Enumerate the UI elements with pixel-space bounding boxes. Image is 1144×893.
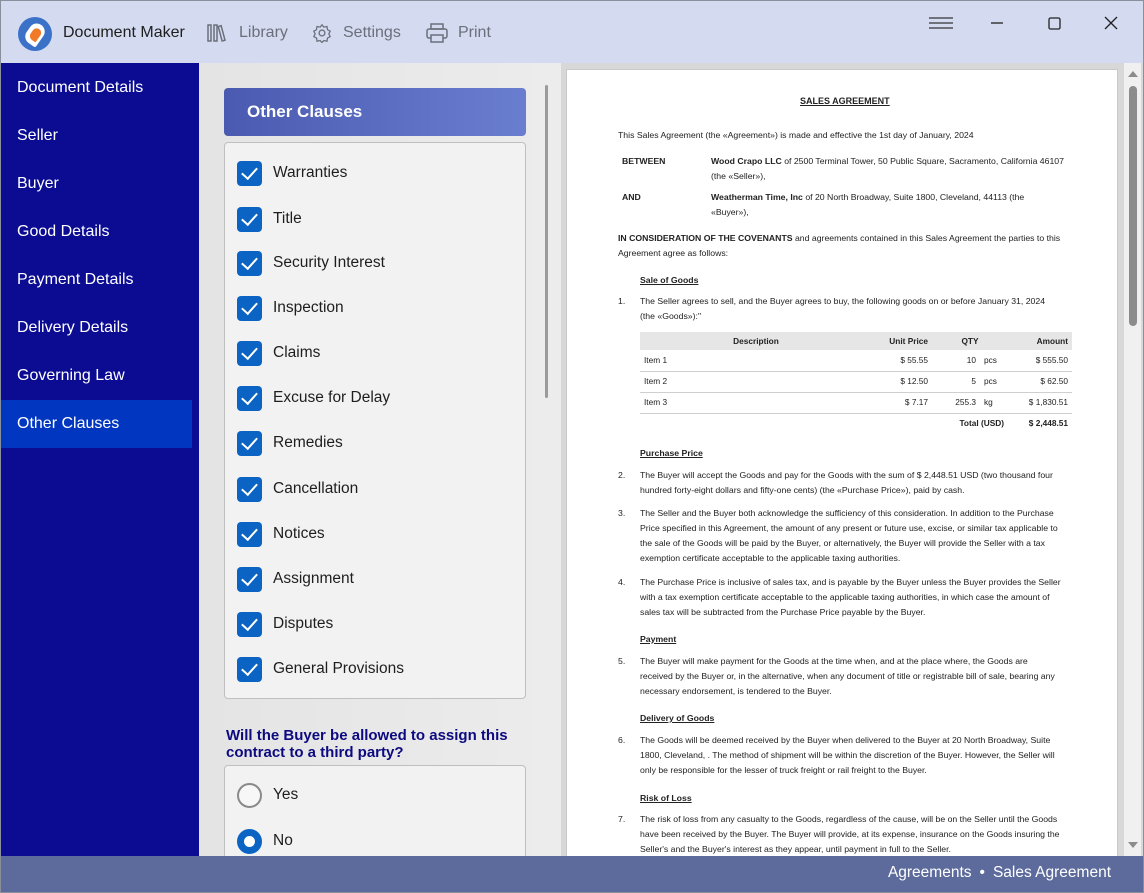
para-1-line-1: The Seller agrees to sell, and the Buyer agrees to buy, the following goods on or before January 31, 2024 [640,296,1046,306]
checkbox-checked-icon[interactable] [237,522,262,547]
paragraph-number: 3. [618,508,626,518]
sidebar-item-other-clauses[interactable]: Other Clauses [1,400,192,448]
total-label: Total (USD) [959,418,1004,429]
clause-cancellation[interactable] [237,476,358,502]
clause-label: Inspection [273,299,344,316]
library-label: Library [239,24,288,41]
settings-button[interactable] [311,23,401,43]
clause-label: Excuse for Delay [273,389,391,406]
para-1-line-2: (the «Goods»):" [640,311,702,321]
scroll-thumb[interactable] [1129,86,1137,326]
table-row [640,350,1072,371]
option-no[interactable] [237,828,293,854]
cell-amount: $ 1,830.51 [1008,392,1072,413]
checkbox-checked-icon[interactable] [237,657,262,682]
checkbox-checked-icon[interactable] [237,386,262,411]
app-title: Document Maker [63,24,185,41]
para-5-line-3: necessary endorsement, is tendered to the Buyer. [640,686,832,696]
checkbox-checked-icon[interactable] [237,431,262,456]
seller-line [711,154,1064,169]
consideration-line [618,231,1060,246]
option-yes[interactable] [237,782,298,808]
consideration-bold: IN CONSIDERATION OF THE COVENANTS [618,233,793,243]
clauses-list [224,142,526,699]
clause-general-provisions[interactable] [237,656,404,682]
table-header-row [640,332,1072,350]
cell-qty: 10 [932,350,980,371]
sidebar-item-seller[interactable]: Seller [17,127,58,144]
print-button[interactable] [426,23,491,43]
clause-remedies[interactable] [237,430,343,456]
cell-price: $ 12.50 [872,371,932,392]
paragraph-number: 5. [618,656,626,666]
scroll-up-icon[interactable] [1128,71,1138,77]
breadcrumb-separator: • [979,864,985,881]
hamburger-icon [929,16,953,30]
heading-delivery: Delivery of Goods [640,713,715,723]
assignment-options [224,765,526,856]
para-4-line-2: with a tax exemption certificate acceptable to the applicable taxing authorities, in which case the amount of [640,592,1050,602]
option-label: Yes [273,786,299,803]
clause-warranties[interactable] [237,160,347,186]
heading-risk-of-loss: Risk of Loss [640,793,692,803]
cell-unit: pcs [980,350,1008,371]
heading-purchase-price: Purchase Price [640,448,703,458]
document-preview [561,63,1143,856]
checkbox-checked-icon[interactable] [237,207,262,232]
para-6-line-1: The Goods will be deemed received by the Buyer when delivered to the Buyer at 20 North Broadway, Suite [640,735,1051,745]
para-2-line-1: The Buyer will accept the Goods and pay for the Goods with the sum of $ 2,448.51 USD (two thousand four [640,470,1053,480]
checkbox-checked-icon[interactable] [237,161,262,186]
cell-desc: Item 2 [640,371,872,392]
clause-assignment[interactable] [237,566,354,592]
panel-scrollbar[interactable] [545,85,548,398]
para-6-line-3: only be responsible for the lesser of truck freight or rail freight to the Buyer. [640,765,927,775]
para-6-line-2: 1800, Cleveland, . The method of shipment will be within the discretion of the Buyer. However, the Seller will [640,750,1055,760]
maximize-button[interactable] [1034,13,1074,33]
between-label: BETWEEN [622,156,666,166]
clause-label: Cancellation [273,480,359,497]
close-button[interactable] [1091,13,1131,33]
option-label: No [273,832,293,849]
para-3-line-1: The Seller and the Buyer both acknowledge the sufficiency of this consideration. In addition to the Purchase [640,508,1054,518]
menu-button[interactable] [921,13,961,33]
checkbox-checked-icon[interactable] [237,567,262,592]
sidebar-item-good-details[interactable]: Good Details [17,223,110,240]
consideration-line-2: Agreement agree as follows: [618,248,729,258]
goods-table [640,332,1072,434]
cell-price: $ 7.17 [872,392,932,413]
scroll-down-icon[interactable] [1128,842,1138,848]
sidebar-item-document-details[interactable]: Document Details [17,79,144,96]
title-bar [1,1,1143,63]
clause-label: Notices [273,525,325,542]
doc-intro: This Sales Agreement (the «Agreement») is made and effective the 1st day of January, 2024 [618,130,974,140]
and-label: AND [622,192,641,202]
buyer-line [711,190,1024,205]
seller-alias: (the «Seller»), [711,171,766,181]
checkbox-checked-icon[interactable] [237,612,262,637]
paragraph-number: 7. [618,814,626,824]
minimize-icon [991,17,1003,29]
buyer-alias: «Buyer»), [711,207,749,217]
checkbox-checked-icon[interactable] [237,251,262,276]
para-4-line-1: The Purchase Price is inclusive of sales tax, and is payable by the Buyer unless the Buyer provides the Seller [640,577,1061,587]
col-qty: QTY [932,332,1008,350]
sidebar-item-payment-details[interactable]: Payment Details [17,271,134,288]
para-7-line-1: The risk of loss from any casualty to the Goods, regardless of the cause, will be on the Seller until the Goods [640,814,1058,824]
col-unit-price: Unit Price [872,332,932,350]
assignment-question: Will the Buyer be allowed to assign this contract to a third party? [226,727,508,761]
breadcrumb [888,864,1111,882]
col-description: Description [640,332,872,350]
buyer-address: of 20 North Broadway, Suite 1800, Cleveland, 44113 (the [802,192,1025,202]
settings-label: Settings [343,24,401,41]
para-5-line-2: received by the Buyer or, in the alternative, when any document of title or registrable bill of sale, bearing any [640,671,1055,681]
gear-icon [311,23,333,43]
app-logo-icon [18,17,52,51]
para-2-line-2: hundred forty-eight dollars and fifty-one cents) (the «Purchase Price»), paid by cash. [640,485,965,495]
minimize-button[interactable] [977,13,1017,33]
table-row [640,392,1072,413]
cell-price: $ 55.55 [872,350,932,371]
cell-desc: Item 3 [640,392,872,413]
table-row [640,371,1072,392]
sidebar-item-buyer[interactable]: Buyer [17,175,59,192]
clause-label: Title [273,210,302,227]
checkbox-checked-icon[interactable] [237,296,262,321]
clause-security-interest[interactable] [237,250,385,276]
paragraph-number: 6. [618,735,626,745]
clause-label: Remedies [273,434,343,451]
para-5-line-1: The Buyer will make payment for the Goods at the time when, and at the place where, the Goods are [640,656,1028,666]
clause-excuse-for-delay[interactable] [237,385,390,411]
buyer-name: Weatherman Time, Inc [711,192,803,202]
para-7-line-3: Seller's and the Buyer's interest as they appear, until payment in full to the Seller. [640,844,951,854]
breadcrumb-sales-agreement[interactable]: Sales Agreement [992,864,1111,881]
paragraph-number: 1. [618,296,626,306]
clause-label: General Provisions [273,660,404,677]
cell-qty: 255.3 [932,392,980,413]
seller-address: of 2500 Terminal Tower, 50 Public Square, Sacramento, California 46107 [781,156,1064,166]
panel-header: Other Clauses [224,88,526,136]
printer-icon [426,23,448,43]
cell-amount: $ 555.50 [1008,350,1072,371]
clause-disputes[interactable] [237,611,333,637]
document-page [566,69,1118,869]
clause-label: Claims [273,344,321,361]
sidebar-item-delivery-details[interactable]: Delivery Details [17,319,129,336]
clause-label: Warranties [273,164,348,181]
para-3-line-3: the sale of the Goods will be paid by the Buyer, or alternatively, the Buyer will provide the Seller with a tax [640,538,1045,548]
checkbox-checked-icon[interactable] [237,477,262,502]
library-button[interactable] [207,23,288,43]
para-3-line-4: exemption certificate acceptable to the applicable taxing authorities. [640,553,901,563]
cell-amount: $ 62.50 [1008,371,1072,392]
close-icon [1104,16,1118,30]
seller-name: Wood Crapo LLC [711,156,782,166]
para-7-line-2: have been received by the Buyer. The Buyer will provide, at its expense, insurance on the Goods insuring the [640,829,1060,839]
heading-sale-of-goods: Sale of Goods [640,275,699,285]
print-label: Print [458,24,491,41]
table-total-row [640,413,1072,434]
radio-unselected-icon[interactable] [237,783,262,808]
consideration-text: and agreements contained in this Sales Agreement the parties to this [792,233,1061,243]
breadcrumb-agreements[interactable]: Agreements [887,864,972,881]
clause-inspection[interactable] [237,295,344,321]
sidebar-nav [1,63,199,856]
sidebar-item-governing-law[interactable]: Governing Law [17,367,125,384]
clause-claims[interactable] [237,340,320,366]
status-bar [1,856,1143,893]
document-scrollbar[interactable] [1124,63,1141,856]
total-value: $ 2,448.51 [1028,418,1068,429]
checkbox-checked-icon[interactable] [237,341,262,366]
clause-label: Security Interest [273,254,385,271]
radio-selected-icon[interactable] [237,829,262,854]
library-icon [207,23,229,43]
paragraph-number: 2. [618,470,626,480]
options-panel [199,63,561,856]
heading-payment: Payment [640,634,677,644]
para-4-line-3: sales tax will be subtracted from the Purchase Price payable by the Buyer. [640,607,926,617]
paragraph-number: 4. [618,577,626,587]
cell-qty: 5 [932,371,980,392]
cell-unit: pcs [980,371,1008,392]
doc-title: SALES AGREEMENT [800,96,890,106]
cell-desc: Item 1 [640,350,872,371]
clause-label: Assignment [273,570,354,587]
clause-title[interactable] [237,206,302,232]
cell-unit: kg [980,392,1008,413]
maximize-icon [1048,17,1061,30]
para-3-line-2: Price specified in this Agreement, the amount of any present or future use, excise, or similar tax applicable to [640,523,1058,533]
clause-notices[interactable] [237,521,325,547]
col-amount: Amount [1008,332,1072,350]
clause-label: Disputes [273,615,334,632]
